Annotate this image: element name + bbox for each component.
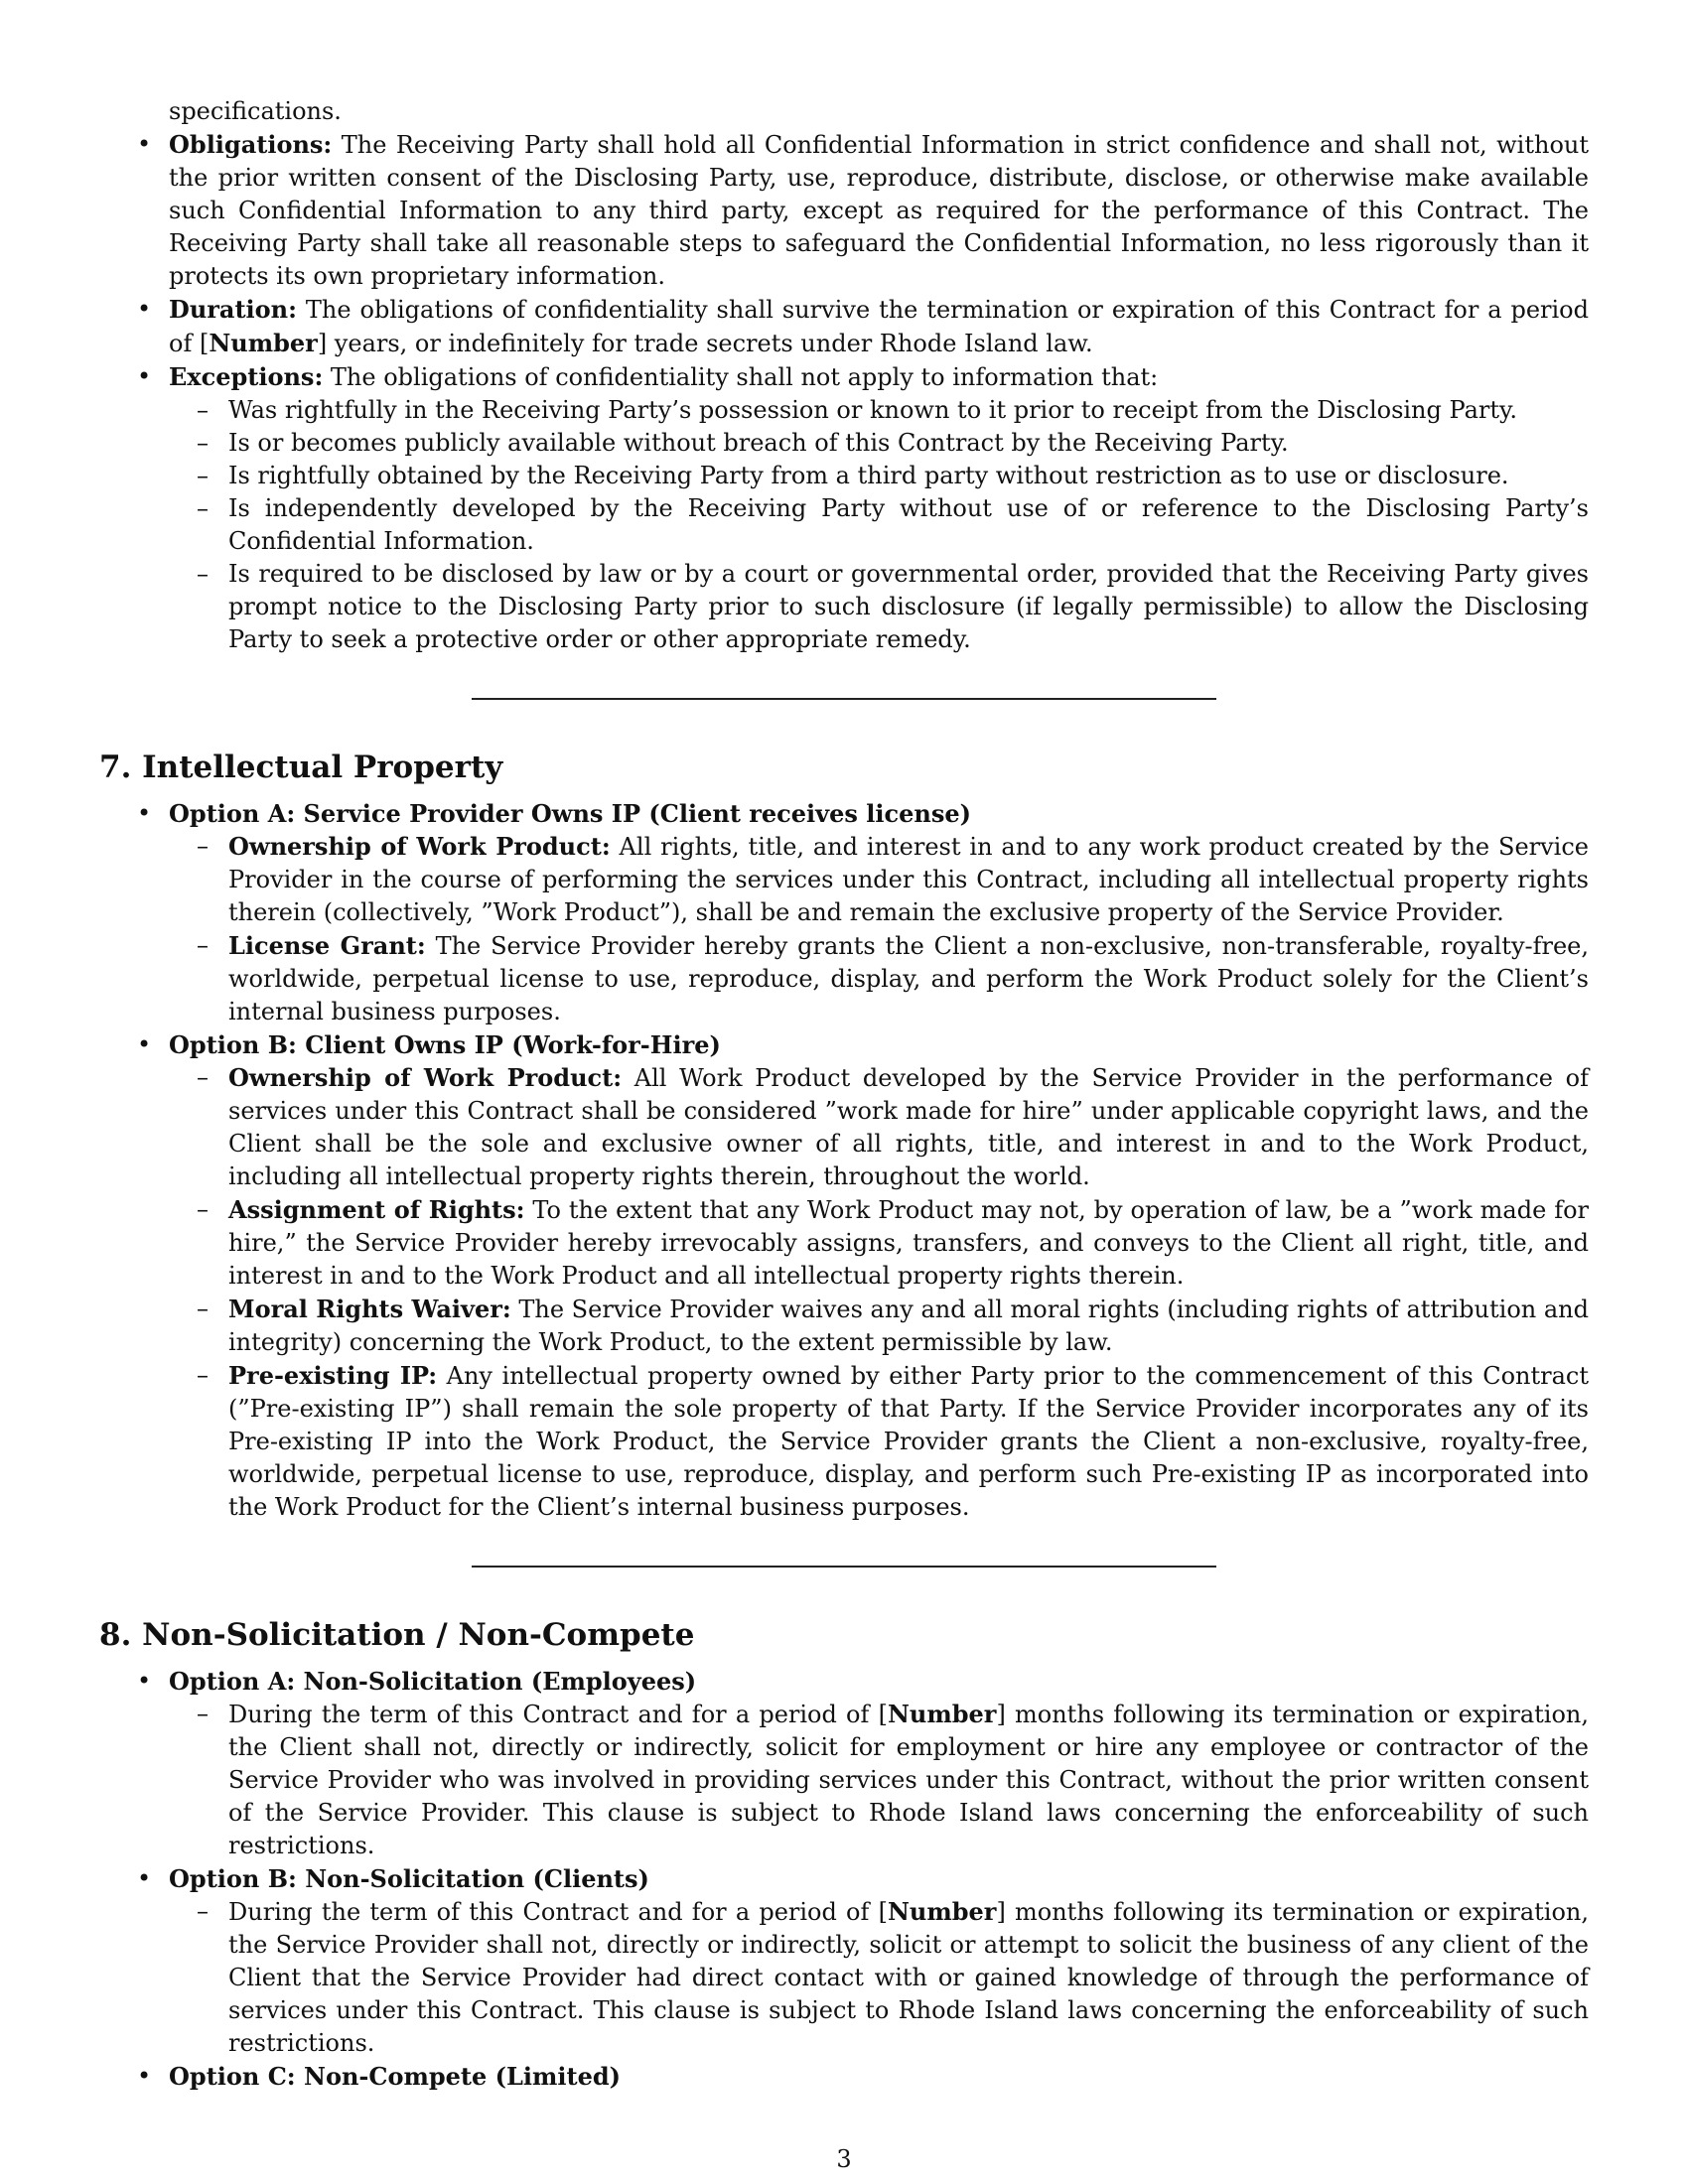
clause-text-before: During the term of this Contract and for a period of [: [228, 1701, 888, 1728]
confidentiality-list: [99, 128, 1589, 656]
list-item-option-b: [99, 1862, 1589, 2060]
bullet-icon: •: [137, 1030, 152, 1058]
number-placeholder: Number: [887, 1700, 997, 1728]
page-number: 3: [836, 2145, 852, 2173]
number-placeholder: Number: [209, 329, 318, 357]
list-item: [169, 492, 1589, 558]
dash-icon: –: [197, 462, 209, 489]
list-item-option-a: [99, 1665, 1589, 1862]
clause-label: Moral Rights Waiver:: [228, 1295, 511, 1323]
bullet-icon: •: [137, 2062, 152, 2090]
clause-paragraph: [228, 1293, 1589, 1359]
clause-label: License Grant:: [228, 931, 426, 960]
list-item-duration: [99, 293, 1589, 360]
obligations-label: Obligations:: [169, 130, 333, 159]
duration-text-before: The obligations of confidentiality shall survive the termination or expiration of this Contract for a period of [: [169, 296, 1589, 357]
clause-text: All rights, title, and interest in and to any work product created by the Service Provider in the course of performing the services under this Contract, including all intellectual property rights therein (collectively, ”Work Product”), shall be and remain the exclusive property of the Service Provider.: [228, 833, 1589, 926]
clause-text-before: During the term of this Contract and for a period of [: [228, 1898, 888, 1926]
dash-icon: –: [197, 832, 209, 860]
list-item-exceptions: [99, 360, 1589, 656]
exceptions-label: Exceptions:: [169, 362, 324, 391]
clause-paragraph: [228, 1061, 1589, 1193]
continued-text: specifications.: [169, 97, 342, 125]
list-item: [169, 1193, 1589, 1293]
clause-text: The Service Provider hereby grants the Client a non-exclusive, non-transferable, royalty-free, worldwide, perpetual license to use, reproduce, display, and perform the Work Product solely for the Client’s internal business purposes.: [228, 932, 1590, 1025]
list-item: [169, 1895, 1589, 2060]
bullet-icon: •: [137, 130, 152, 158]
dash-icon: –: [197, 1361, 209, 1389]
list-item-option-b: [99, 1028, 1589, 1524]
number-placeholder: Number: [887, 1897, 997, 1926]
exceptions-text: The obligations of confidentiality shall not apply to information that:: [323, 363, 1159, 391]
section-7-list: [99, 797, 1589, 1524]
list-item-option-a: [99, 797, 1589, 1028]
list-item: [169, 1698, 1589, 1862]
list-item-option-c: [99, 2060, 1589, 2093]
exception-text: Is rightfully obtained by the Receiving Party from a third party without restriction as to use or disclosure.: [228, 462, 1509, 489]
list-item: [169, 1359, 1589, 1524]
option-a-sublist: [169, 830, 1589, 1028]
clause-label: Ownership of Work Product:: [228, 1063, 623, 1092]
exceptions-paragraph: [169, 360, 1589, 394]
option-a-heading: Option A: Non-Solicitation (Employees): [169, 1667, 697, 1696]
bullet-icon: •: [137, 1864, 152, 1892]
exception-text: Is or becomes publicly available without breach of this Contract by the Receiving Party.: [228, 429, 1289, 457]
dash-icon: –: [197, 396, 209, 424]
duration-paragraph: [169, 293, 1589, 360]
clause-text-after: ] months following its termination or expiration, the Client shall not, directly or indirectly, solicit for employment or hire any employee or contractor of the Service Provider who was involved in providing services under this Contract, without the prior written consent of the Service Provider. This clause is subject to Rhode Island laws concerning the enforceability of such restrictions.: [228, 1701, 1590, 1859]
section-8-title: 8. Non-Solicitation / Non-Compete: [99, 1617, 695, 1653]
list-item: [169, 394, 1589, 427]
clause-paragraph: [228, 1698, 1589, 1862]
obligations-paragraph: [169, 128, 1589, 293]
dash-icon: –: [197, 1700, 209, 1727]
clause-text: All Work Product developed by the Service Provider in the performance of services under this Contract shall be considered ”work made for hire” under applicable copyright laws, and the Client shall be the sole and exclusive owner of all rights, title, and interest in and to the Work Product, including all intellectual property rights therein, throughout the world.: [228, 1064, 1589, 1190]
duration-label: Duration:: [169, 295, 297, 324]
clause-paragraph: [228, 1193, 1589, 1293]
clause-text: The Service Provider waives any and all moral rights (including rights of attribution and integrity) concerning the Work Product, to the extent permissible by law.: [228, 1296, 1589, 1356]
duration-text-after: ] years, or indefinitely for trade secrets under Rhode Island law.: [317, 330, 1093, 357]
dash-icon: –: [197, 1195, 209, 1223]
clause-text: To the extent that any Work Product may not, by operation of law, be a ”work made for hire,” the Service Provider hereby irrevocably assigns, transfers, and conveys to the Client all right, title, and interest in and to the Work Product and all intellectual property rights therein.: [228, 1196, 1590, 1290]
list-item: [169, 558, 1589, 656]
clause-paragraph: [228, 1895, 1589, 2060]
exception-text: Is independently developed by the Receiving Party without use of or reference to the Disclosing Party’s Confidential Information.: [228, 494, 1589, 555]
list-item: [169, 1061, 1589, 1193]
bullet-icon: •: [137, 799, 152, 827]
dash-icon: –: [197, 560, 209, 588]
clause-text: Any intellectual property owned by either Party prior to the commencement of this Contract (”Pre-existing IP”) shall remain the sole property of that Party. If the Service Provider incorporates any of its Pre-existing IP into the Work Product, the Service Provider grants the Client a non-exclusive, royalty-free, worldwide, perpetual license to use, reproduce, display, and perform such Pre-existing IP as incorporated into the Work Product for the Client’s internal business purposes.: [228, 1362, 1589, 1521]
obligations-text: The Receiving Party shall hold all Confidential Information in strict confidence and shall not, without the prior written consent of the Disclosing Party, use, reproduce, distribute, disclose, or otherwise make available such Confidential Information to any third party, except as required for the performance of this Contract. The Receiving Party shall take all reasonable steps to safeguard the Confidential Information, no less rigorously than it protects its own proprietary information.: [169, 131, 1589, 290]
option-a-heading: Option A: Service Provider Owns IP (Client receives license): [169, 799, 971, 828]
dash-icon: –: [197, 494, 209, 522]
dash-icon: –: [197, 1295, 209, 1322]
dash-icon: –: [197, 1897, 209, 1925]
list-item: [169, 830, 1589, 929]
clause-paragraph: [228, 929, 1589, 1028]
bullet-icon: •: [137, 295, 152, 323]
bullet-icon: •: [137, 362, 152, 390]
exception-text: Is required to be disclosed by law or by a court or governmental order, provided that the Receiving Party gives prompt notice to the Disclosing Party prior to such disclosure (if legally permissible) to allow the Disclosing Party to seek a protective order or other appropriate remedy.: [228, 560, 1589, 653]
option-b-sublist: [169, 1895, 1589, 2060]
bullet-icon: •: [137, 1667, 152, 1695]
clause-label: Assignment of Rights:: [228, 1195, 525, 1224]
clause-paragraph: [228, 830, 1589, 929]
section-7-title: 7. Intellectual Property: [99, 750, 503, 785]
exception-text: Was rightfully in the Receiving Party’s possession or known to it prior to receipt from the Disclosing Party.: [228, 396, 1518, 424]
option-b-heading: Option B: Non-Solicitation (Clients): [169, 1864, 649, 1893]
clause-paragraph: [228, 1359, 1589, 1524]
dash-icon: –: [197, 429, 209, 457]
clause-label: Ownership of Work Product:: [228, 832, 611, 861]
list-item: [169, 1293, 1589, 1359]
dash-icon: –: [197, 931, 209, 959]
clause-text-after: ] months following its termination or expiration, the Service Provider shall not, directly or indirectly, solicit or attempt to solicit the business of any client of the Client that the Service Provider had direct contact with or gained knowledge of through the performance of services under this Contract. This clause is subject to Rhode Island laws concerning the enforceability of such restrictions.: [228, 1898, 1590, 2057]
section-8-list: [99, 1665, 1589, 2093]
list-item: [169, 929, 1589, 1028]
exceptions-sublist: [169, 394, 1589, 656]
clause-label: Pre-existing IP:: [228, 1361, 438, 1390]
list-item: [169, 427, 1589, 460]
list-item-obligations: [99, 128, 1589, 293]
option-c-heading: Option C: Non-Compete (Limited): [169, 2062, 621, 2091]
list-item: [169, 460, 1589, 492]
option-a-sublist: [169, 1698, 1589, 1862]
dash-icon: –: [197, 1063, 209, 1091]
option-b-heading: Option B: Client Owns IP (Work-for-Hire): [169, 1030, 721, 1059]
option-b-sublist: [169, 1061, 1589, 1524]
page-content: [99, 95, 1589, 2093]
